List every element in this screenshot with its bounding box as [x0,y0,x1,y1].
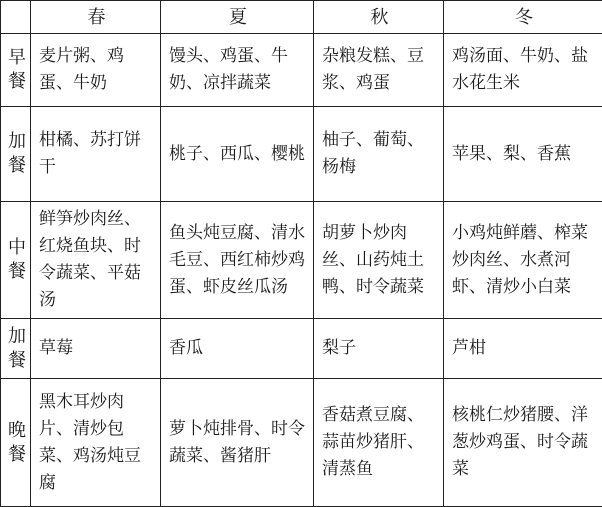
cell-dinner-summer: 萝卜炖排骨、时令蔬菜、酱猪肝 [161,379,314,507]
meal-label-breakfast: 早餐 [1,34,31,107]
cell-dinner-autumn: 香菇煮豆腐、蒜苗炒猪肝、清蒸鱼 [314,379,444,507]
season-header-spring: 春 [31,1,161,34]
cell-breakfast-winter: 鸡汤面、牛奶、盐水花生米 [444,34,602,107]
corner-cell [1,1,31,34]
meal-label-lunch: 中餐 [1,202,31,319]
table-row-lunch [1,202,602,319]
meal-label-dinner: 晚餐 [1,379,31,507]
cell-morning-snack-autumn: 柚子、葡萄、杨梅 [314,107,444,202]
cell-breakfast-spring: 麦片粥、鸡蛋、牛奶 [31,34,161,107]
season-header-autumn: 秋 [314,1,444,34]
header-row [1,1,602,34]
cell-afternoon-snack-winter: 芦柑 [444,319,602,379]
cell-morning-snack-spring: 柑橘、苏打饼干 [31,107,161,202]
cell-lunch-spring: 鲜笋炒肉丝、红烧鱼块、时令蔬菜、平菇汤 [31,202,161,319]
season-header-summer: 夏 [161,1,314,34]
cell-morning-snack-summer: 桃子、西瓜、樱桃 [161,107,314,202]
table-row-afternoon-snack [1,319,602,379]
cell-morning-snack-winter: 苹果、梨、香蕉 [444,107,602,202]
season-header-winter: 冬 [444,1,602,34]
cell-afternoon-snack-autumn: 梨子 [314,319,444,379]
cell-lunch-winter: 小鸡炖鲜蘑、榨菜炒肉丝、水煮河虾、清炒小白菜 [444,202,602,319]
cell-dinner-spring: 黑木耳炒肉片、清炒包菜、鸡汤炖豆腐 [31,379,161,507]
cell-dinner-winter: 核桃仁炒猪腰、洋葱炒鸡蛋、时令蔬菜 [444,379,602,507]
cell-breakfast-summer: 馒头、鸡蛋、牛奶、凉拌蔬菜 [161,34,314,107]
cell-breakfast-autumn: 杂粮发糕、豆浆、鸡蛋 [314,34,444,107]
cell-afternoon-snack-spring: 草莓 [31,319,161,379]
table-row-breakfast [1,34,602,107]
cell-lunch-autumn: 胡萝卜炒肉丝、山药炖土鸭、时令蔬菜 [314,202,444,319]
meal-label-afternoon-snack: 加餐 [1,319,31,379]
cell-afternoon-snack-summer: 香瓜 [161,319,314,379]
table-row-morning-snack [1,107,602,202]
table-row-dinner [1,379,602,507]
meal-label-morning-snack: 加餐 [1,107,31,202]
cell-lunch-summer: 鱼头炖豆腐、清水毛豆、西红柿炒鸡蛋、虾皮丝瓜汤 [161,202,314,319]
